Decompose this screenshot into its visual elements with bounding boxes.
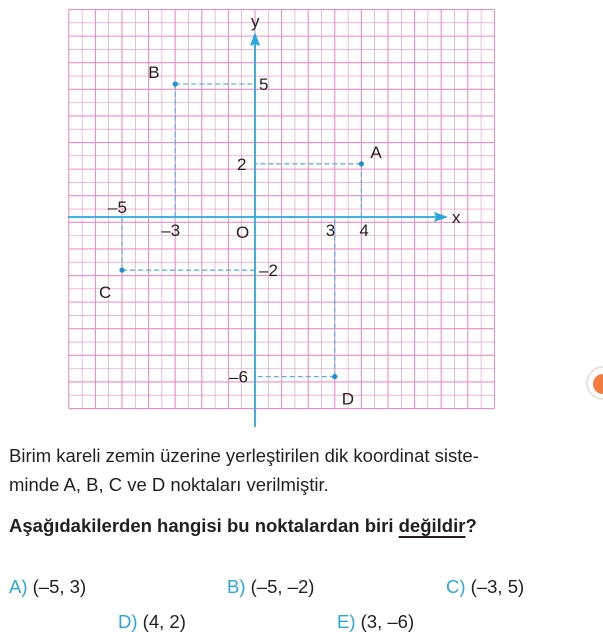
y-tick-label: 2: [237, 154, 247, 174]
x-tick-label: –3: [161, 221, 181, 240]
point-a-label: A: [370, 142, 382, 162]
point-c-dot: [119, 268, 124, 273]
choice-e-text: (3, –6): [360, 611, 415, 632]
stem-emphasis: değildir: [398, 515, 466, 536]
question-stem: [9, 515, 477, 537]
origin-label: O: [236, 223, 250, 242]
choice-c-text: (–3, 5): [470, 576, 525, 597]
x-tick-label: 3: [325, 221, 336, 240]
prompt-line-2: minde A, B, C ve D noktaları verilmiştir.: [9, 474, 329, 495]
choice-b-letter: B): [227, 576, 246, 597]
x-axis-label: x: [452, 208, 461, 227]
choice-e-letter: E): [337, 611, 356, 632]
choice-d[interactable]: [118, 611, 186, 633]
question-prompt: [9, 441, 597, 499]
point-d-label: D: [341, 389, 355, 409]
point-b-dot: [173, 81, 178, 86]
choice-c-letter: C): [446, 576, 466, 597]
point-b-label: B: [148, 63, 160, 82]
choice-a-text: (–5, 3): [32, 576, 87, 597]
y-tick-label: 5: [259, 75, 269, 94]
y-tick-label: –6: [229, 367, 248, 387]
y-axis-arrow-icon: [250, 32, 260, 46]
choice-d-text: (4, 2): [142, 611, 186, 632]
point-c-label: C: [99, 283, 112, 303]
stem-text: Aşağıdakilerden hangisi bu noktalardan biri: [9, 515, 399, 536]
grid-lines: [69, 10, 495, 409]
choice-a-letter: A): [9, 576, 28, 597]
choice-d-letter: D): [118, 611, 138, 632]
prompt-line-1: Birim kareli zemin üzerine yerleştirilen dik koordinat siste-: [9, 445, 479, 466]
x-tick-label: –5: [108, 198, 127, 217]
stem-end: ?: [465, 515, 477, 536]
y-axis-label: y: [251, 12, 260, 31]
choice-b[interactable]: [227, 576, 314, 598]
choice-b-text: (–5, –2): [250, 576, 315, 597]
y-tick-label: –2: [259, 261, 278, 281]
point-d-dot: [332, 374, 337, 379]
choice-c[interactable]: [446, 576, 524, 598]
point-a-dot: [359, 161, 364, 166]
choice-e[interactable]: [337, 611, 414, 633]
x-tick-label: 4: [359, 221, 369, 240]
choice-a[interactable]: [9, 576, 86, 598]
